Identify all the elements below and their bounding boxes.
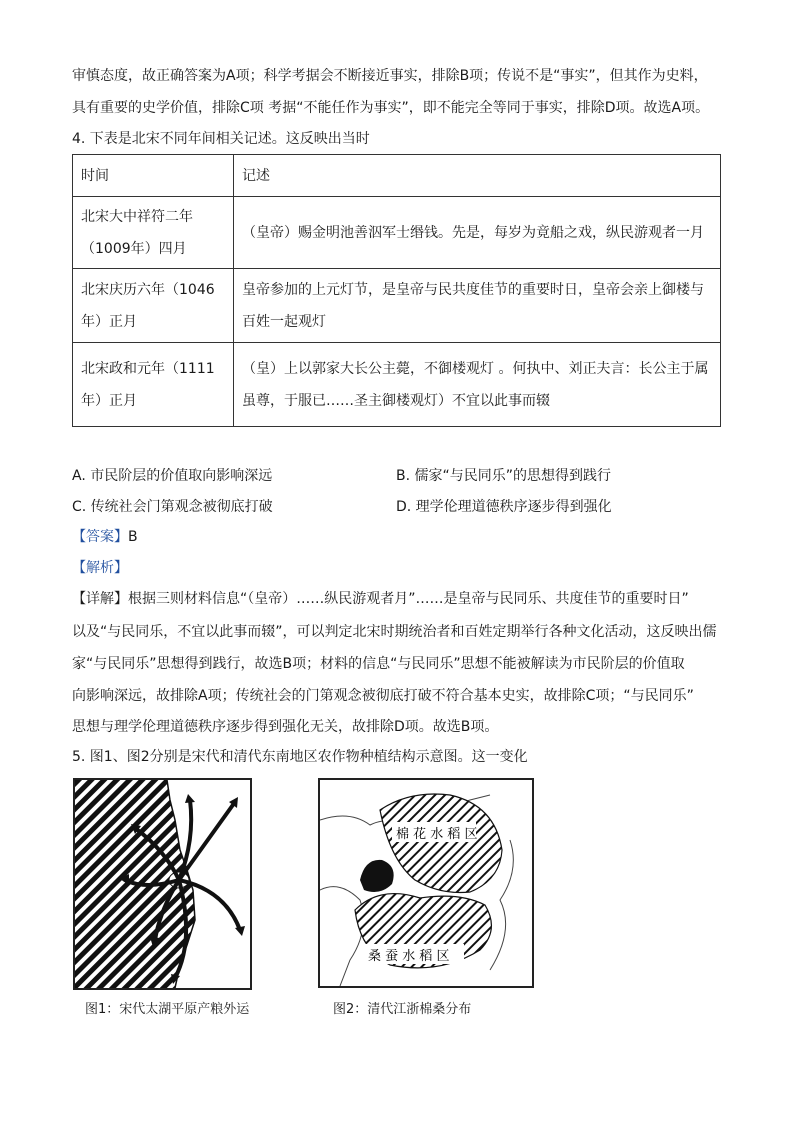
detail-line-4: 向影响深远，故排除A项；传统社会的门第观念被彻底打破不符合基本史实，故排除C项；“与民同乐” — [72, 688, 694, 704]
answer-line — [72, 527, 138, 547]
answer-tag: 【答案】 — [72, 529, 128, 545]
time-line: 北宋大中祥符二年 — [81, 208, 193, 225]
answer-value: B — [128, 529, 138, 545]
question-5-stem: 5. 图1、图2分别是宋代和清代东南地区农作物种植结构示意图。这一变化 — [72, 749, 528, 765]
time-line: 北宋政和元年（1111 — [81, 360, 215, 377]
time-line: 年）正月 — [81, 392, 137, 409]
table-row — [73, 197, 721, 269]
figure-2-caption: 图2：清代江浙棉桑分布 — [333, 1002, 472, 1017]
figure-1-map — [73, 778, 252, 990]
record-line: （皇帝）赐金明池善泅军士缗钱。先是，每岁为竟船之戏，纵民游观者一月 — [242, 224, 704, 241]
detail-line-1: 【详解】根据三则材料信息“（皇帝）……纵民游观者月”……是皇帝与民同乐、共度佳节的重要时日” — [72, 591, 689, 607]
time-line: 北宋庆历六年（1046 — [81, 281, 215, 298]
prev-analysis-line-1: 审慎态度，故正确答案为A项；科学考据会不断接近事实，排除B项；传说不是“事实”，但其作为史料， — [72, 68, 708, 84]
figure-1-caption: 图1：宋代太湖平原产粮外运 — [85, 1002, 250, 1017]
figure-2-map — [318, 778, 534, 988]
time-cell — [73, 343, 234, 427]
cotton-rice-zone-label: 棉 花 水 稻 区 — [396, 827, 478, 842]
detail-line-5: 思想与理学伦理道德秩序逐步得到强化无关，故排除D项。故选B项。 — [72, 719, 499, 735]
detail-tag: 【详解】 — [72, 591, 128, 607]
grain-transport-map — [75, 780, 250, 988]
detail-line-3: 家“与民同乐”思想得到践行，故选B项；材料的信息“与民同乐”思想不能被解读为市民阶层的价值取 — [72, 656, 685, 672]
header-record: 记述 — [234, 155, 721, 197]
record-line: （皇）上以郭家大长公主薨，不御楼观灯 。何执中、刘正夫言：长公主于属 — [242, 360, 709, 377]
detail-line-2: 以及“与民同乐，不宜以此事而辍”，可以判定北宋时期统治者和百姓定期举行各种文化活动，这反映出儒 — [72, 624, 717, 640]
table-header-row — [73, 155, 721, 197]
header-time: 时间 — [73, 155, 234, 197]
question-4-stem: 4. 下表是北宋不同年间相关记述。这反映出当时 — [72, 131, 370, 147]
option-c: C. 传统社会门第观念被彻底打破 — [72, 499, 273, 515]
record-cell — [234, 269, 721, 343]
record-line: 百姓一起观灯 — [242, 313, 326, 330]
prev-analysis-line-2: 具有重要的史学价值，排除C项 考据“不能任作为事实”，即不能完全等同于事实，排除D项。故选A项。 — [72, 100, 710, 116]
analysis-tag: 【解析】 — [72, 560, 128, 576]
table-row — [73, 343, 721, 427]
table-row — [73, 269, 721, 343]
time-cell — [73, 269, 234, 343]
option-d: D. 理学伦理道德秩序逐步得到强化 — [396, 499, 612, 515]
silk-rice-zone-label: 桑 蚕 水 稻 区 — [368, 949, 450, 964]
cotton-mulberry-map — [320, 780, 532, 986]
time-line: 年）正月 — [81, 313, 137, 330]
option-b: B. 儒家“与民同乐”的思想得到践行 — [396, 468, 612, 484]
records-table — [72, 154, 721, 427]
record-line: 皇帝参加的上元灯节，是皇帝与民共度佳节的重要时日，皇帝会亲上御楼与 — [242, 281, 704, 298]
record-cell — [234, 343, 721, 427]
option-a: A. 市民阶层的价值取向影响深远 — [72, 468, 273, 484]
record-line: 虽尊，于服已……圣主御楼观灯）不宜以此事而辍 — [242, 392, 550, 409]
time-cell — [73, 197, 234, 269]
record-cell — [234, 197, 721, 269]
time-line: （1009年）四月 — [81, 240, 187, 257]
